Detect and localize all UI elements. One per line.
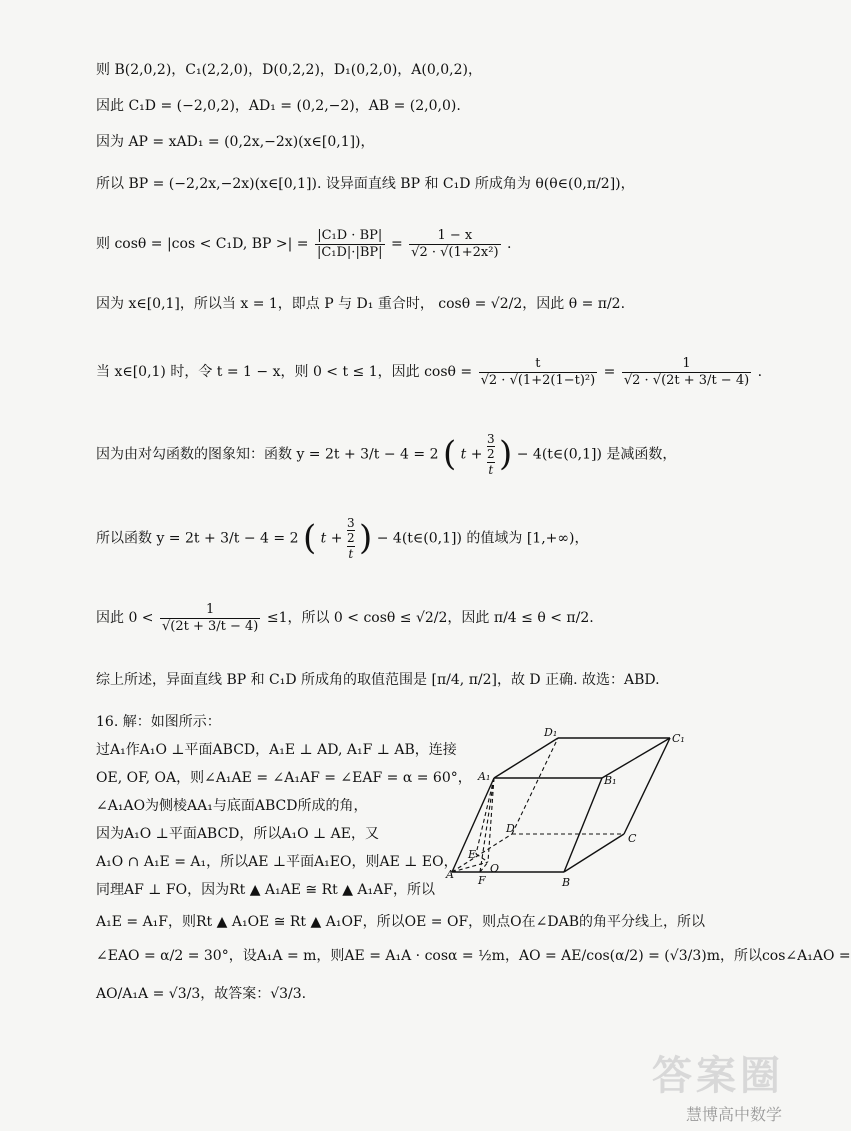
- line-13: 过A₁作A₁O ⊥平面ABCD，A₁E ⊥ AD, A₁F ⊥ AB，连接: [96, 742, 457, 758]
- label-e: E: [468, 848, 477, 861]
- label-c: C: [628, 832, 637, 845]
- label-c1: C₁: [672, 732, 685, 745]
- line-9-suffix: − 4(t∈(0,1]) 的值域为 [1,+∞)，: [376, 530, 589, 547]
- watermark-logo: 答案圈: [652, 1053, 784, 1099]
- line-7-prefix: 当 x∈[0,1) 时，令 t = 1 − x，则 0 < t ≤ 1，因此: [96, 364, 420, 381]
- label-a: A: [446, 868, 454, 881]
- line-11: 综上所述，异面直线 BP 和 C₁D 所成角的取值范围是 [π/4, π/2]，故 D 正确. 故选：ABD.: [96, 672, 660, 688]
- line-5-numerator-1: |C₁D · BP|: [315, 228, 385, 245]
- line-3: 因为 AP = xAD₁ = (0,2x,−2x)(x∈[0,1])，: [96, 134, 375, 150]
- line-5-prefix: 则 cosθ = |cos < C₁D, BP >| =: [96, 236, 309, 253]
- label-o: O: [490, 862, 500, 875]
- line-5-denominator-2: √2 · √(1+2x²): [411, 244, 499, 260]
- label-d: D: [506, 822, 515, 835]
- line-16: 因为A₁O ⊥平面ABCD，所以A₁O ⊥ AE，又: [96, 826, 380, 842]
- line-10-main: 0 <: [128, 610, 154, 627]
- line-7-cos: cosθ =: [424, 364, 473, 381]
- label-a1: A₁: [478, 770, 491, 783]
- line-9: 所以函数 y = 2t + 3/t − 4 = 2 ( t + $\frac{\frac{3}{2}}{t}$ ) − 4(t∈(0,1]) 的值域为 [1,+∞)，: [96, 516, 589, 561]
- line-17: A₁O ∩ A₁E = A₁，所以AE ⊥平面A₁EO，则AE ⊥ EO，: [96, 854, 458, 870]
- line-12: 16. 解：如图所示：: [96, 714, 221, 730]
- label-b1: B₁: [604, 774, 617, 787]
- label-b: B: [562, 876, 571, 889]
- line-7-numerator-1: t: [479, 356, 598, 373]
- line-7-fraction-1: [479, 356, 598, 388]
- line-7-denominator-2: √2 · √(2t + 3/t − 4): [623, 372, 750, 388]
- label-f: F: [478, 874, 486, 887]
- line-10-numerator: 1: [160, 602, 260, 619]
- line-9-frac-num: 3: [346, 516, 355, 530]
- line-5-fraction-2: [409, 228, 500, 260]
- line-21: AO/A₁A = √3/3，故答案：√3/3.: [96, 986, 307, 1002]
- line-8-frac-den: 2: [486, 447, 495, 462]
- line-20: ∠EAO = α/2 = 30°，设A₁A = m，则AE = A₁A · cosα = ½m，AO = AE/cos(α/2) = (√3/3)m，所以cos∠A₁AO =: [96, 948, 851, 964]
- line-7: 当 x∈[0,1) 时，令 t = 1 − x，则 0 < t ≤ 1，因此 cosθ = $\frac{t}{\text{√2 · √(1+2(1−t)²)}}$ = $\frac{1}{√2 \cdot √(2t + 3/t - 4)}$ .: [96, 356, 763, 388]
- line-8: 因为由对勾函数的图象知：函数 y = 2t + 3/t − 4 = 2 ( t + $\frac{\frac{3}{2}}{t}$ ) − 4(t∈(0,1]) 是减函数，: [96, 432, 677, 477]
- line-10-suffix: ≤1，所以 0 < cosθ ≤ √2/2，因此 π/4 ≤ θ < π/2.: [266, 610, 594, 627]
- line-4: 所以 BP = (−2,2x,−2x)(x∈[0,1]). 设异面直线 BP 和 C₁D 所成角为 θ(θ∈(0,π/2])，: [96, 176, 635, 192]
- line-18: 同理AF ⊥ FO，因为Rt ▲ A₁AE ≅ Rt ▲ A₁AF，所以: [96, 882, 435, 898]
- line-9-nested-fraction: $\frac{\frac{3}{2}}{t}$: [346, 516, 355, 561]
- line-2: 因此 C₁D = (−2,0,2)，AD₁ = (0,2,−2)，AB = (2,0,0).: [96, 98, 461, 114]
- line-8-frac-num: 3: [486, 432, 495, 446]
- line-10-fraction: [160, 602, 260, 634]
- line-7-numerator-2: 1: [622, 356, 751, 373]
- line-8-prefix: 因为由对勾函数的图象知：函数 y = 2t + 3/t − 4 = 2: [96, 446, 439, 463]
- line-8-suffix: − 4(t∈(0,1]) 是减函数，: [516, 446, 677, 463]
- line-10-prefix: 因此: [96, 610, 124, 627]
- line-7-denominator-1: √2 · √(1+2(1−t)²): [480, 372, 596, 388]
- watermark-text: 慧博高中数学: [685, 1105, 782, 1124]
- line-19: A₁E = A₁F，则Rt ▲ A₁OE ≅ Rt ▲ A₁OF，所以OE = OF，则点O在∠DAB的角平分线上，所以: [96, 914, 705, 930]
- line-10-denominator: √(2t + 3/t − 4): [162, 618, 259, 634]
- line-5-denominator-1: |C₁D|·|BP|: [316, 244, 383, 260]
- line-14: OE, OF, OA，则∠A₁AE = ∠A₁AF = ∠EAF = α = 60°，: [96, 770, 472, 786]
- line-9-prefix: 所以函数 y = 2t + 3/t − 4 = 2: [96, 530, 299, 547]
- line-7-fraction-2: [622, 356, 751, 388]
- line-9-frac-den: 2: [346, 531, 355, 546]
- line-15: ∠A₁AO为侧棱AA₁与底面ABCD所成的角，: [96, 798, 368, 814]
- line-5-numerator-2: 1 − x: [409, 228, 500, 245]
- line-8-nested-fraction: $\frac{\frac{3}{2}}{t}$: [486, 432, 495, 477]
- label-d1: D₁: [544, 726, 558, 739]
- line-6: 因为 x∈[0,1]，所以当 x = 1，即点 P 与 D₁ 重合时， cosθ = √2/2，因此 θ = π/2.: [96, 296, 626, 312]
- parallelepiped-figure: [448, 722, 700, 890]
- line-5: 则 cosθ = |cos < C₁D, BP >| = $\frac{\text{|C₁D · BP|}}{\text{|C₁D|·|BP|}}$ = $\frac{1 - x}{\text{√2 · √(1+2x²)}}$ .: [96, 228, 512, 260]
- line-1: 则 B(2,0,2)，C₁(2,2,0)，D(0,2,2)，D₁(0,2,0)，A(0,0,2)，: [96, 62, 482, 78]
- line-5-fraction-1: [315, 228, 385, 260]
- line-10: [96, 602, 594, 634]
- line-5-equals: =: [390, 236, 403, 253]
